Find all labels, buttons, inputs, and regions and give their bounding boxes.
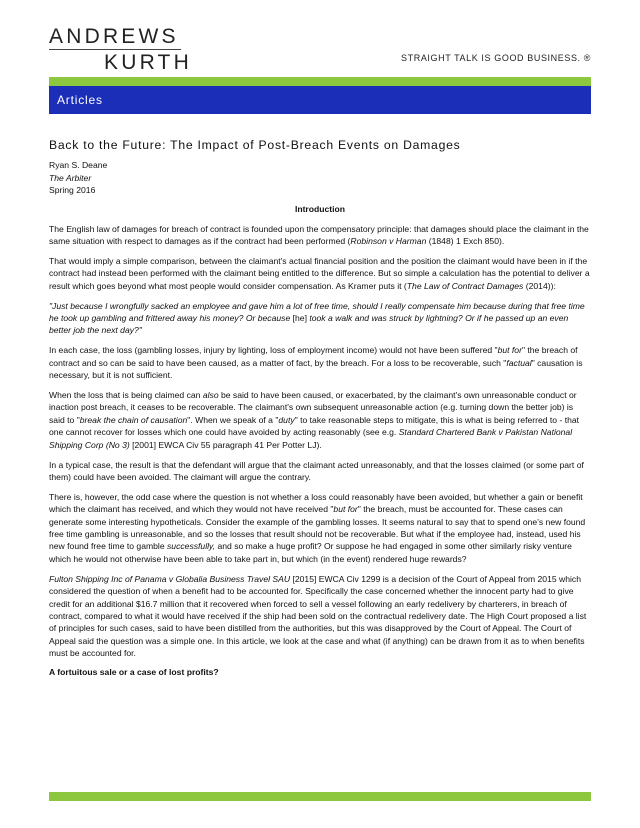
paragraph-6: In a typical case, the result is that the defendant will argue that the claimant acted unreasonably, and that the losses claimed (or some part of them) could have been avoided. The claimant will argue the contrary.: [49, 459, 584, 482]
paragraph-4: In each case, the loss (gambling losses, injury by lighting, loss of employment income) would not have been suffered "but for" the breach of contract and so can be said to have been caused, as a matter of fact, by the breach. For a loss to be recoverable, such "factual" causation is necessary, but it is not sufficient.: [49, 345, 583, 381]
logo-word-andrews: ANDREWS: [49, 25, 179, 48]
paragraph-5: When the loss that is being claimed can also be said to have been caused, or exacerbated, by the claimant's own unreasonable conduct or inaction post breach, it ceases to be recoverable. The claimant's own subsequent unreasonable action (e.g. turning down the better job) is said to "break the chain of causation". When we speak of a "duty" to take reasonable steps to mitigate, this is what is being referred to - that one cannot recover for losses which one could have avoided by acting reasonably (see e.g. Standard Chartered Bank v Pakistan National Shipping Corp (No 3) [2001] EWCA Civ 55 paragraph 41 Per Potter LJ).: [49, 389, 580, 450]
article-publication: The Arbiter: [49, 172, 92, 183]
article-author: Ryan S. Deane: [49, 160, 108, 170]
section-label: Articles: [57, 93, 103, 107]
tagline: STRAIGHT TALK IS GOOD BUSINESS. ®: [401, 53, 591, 63]
paragraph-2: That would imply a simple comparison, between the claimant's actual financial position and the position the claimant would have been in if the contract had instead been performed with the claimant being entitled to the difference. But so simple a calculation has the potential to deliver a result which goes beyond what most people would consider compensation. As Kramer puts it (The Law of Contract Damages (2014)):: [49, 255, 590, 291]
section-banner: [49, 86, 591, 114]
paragraph-8: Fulton Shipping Inc of Panama v Globalia Business Travel SAU [2015] EWCA Civ 1299 is a decision of the Court of Appeal from 2015 which considered the question of when a benefit had to be accounted for. Specifically the case concerned whether the innocent party had to give credit for an additional $16.7 million that it recovered when forced to sell a vessel following an early redelivery by charterers, in breach of contract, compared to what it would have received if the ship had been sold on the contractual redelivery date. The High Court proposed a list of principles for such cases, said to have been distilled from the authorities, but this was disapproved by the Court of Appeal. The Court of Appeal said the question was a simple one. In this article, we look at the case and what (if anything) can be drawn from it as to when benefits must be accounted for.: [49, 573, 587, 659]
article-date: Spring 2016: [49, 185, 96, 195]
paragraph-3-quote: "Just because I wrongfully sacked an employee and gave him a lot of free time, should I really compensate him because during that free time he took up gambling and frittered away his money? Or because [he] took a walk and was struck by lightning? Or if he passed up an even better job the next day?": [49, 300, 585, 336]
section-heading: Introduction: [294, 203, 346, 214]
article: [49, 138, 591, 677]
logo-divider: [49, 49, 181, 50]
article-title: Back to the Future: The Impact of Post-Breach Events on Damages: [49, 138, 461, 152]
top-green-bar: [49, 77, 591, 86]
andrews-kurth-logo: [49, 26, 192, 73]
paragraph-7: There is, however, the odd case where the question is not whether a loss could reasonably have been avoided, but whether a gain or benefit which the claimant has received, and which they would not have received "but for" the breach, must be accounted for. These cases can generate some interesting hypotheticals. Consider the example of the gambling losses. It seems natural to say that to spend one's new found free time gambling is unreasonable, and so the losses that result should not be recoverable. But what if the employee had, instead, used his new found free time to gamble successfully, and so make a huge profit? Or suppose he had engaged in some other similarly risky venture which he would not otherwise have been able to take part in, but which (in the event) rendered huge rewards?: [49, 491, 586, 564]
bottom-green-bar: [49, 792, 591, 801]
subheading: A fortuitous sale or a case of lost profits?: [49, 667, 219, 678]
logo-word-kurth: KURTH: [104, 51, 192, 74]
paragraph-1: The English law of damages for breach of contract is founded upon the compensatory principle: that damages should place the claimant in the same situation with respect to damages as if the contract had been performed (Robinson v Harman (1848) 1 Exch 850).: [49, 223, 589, 246]
